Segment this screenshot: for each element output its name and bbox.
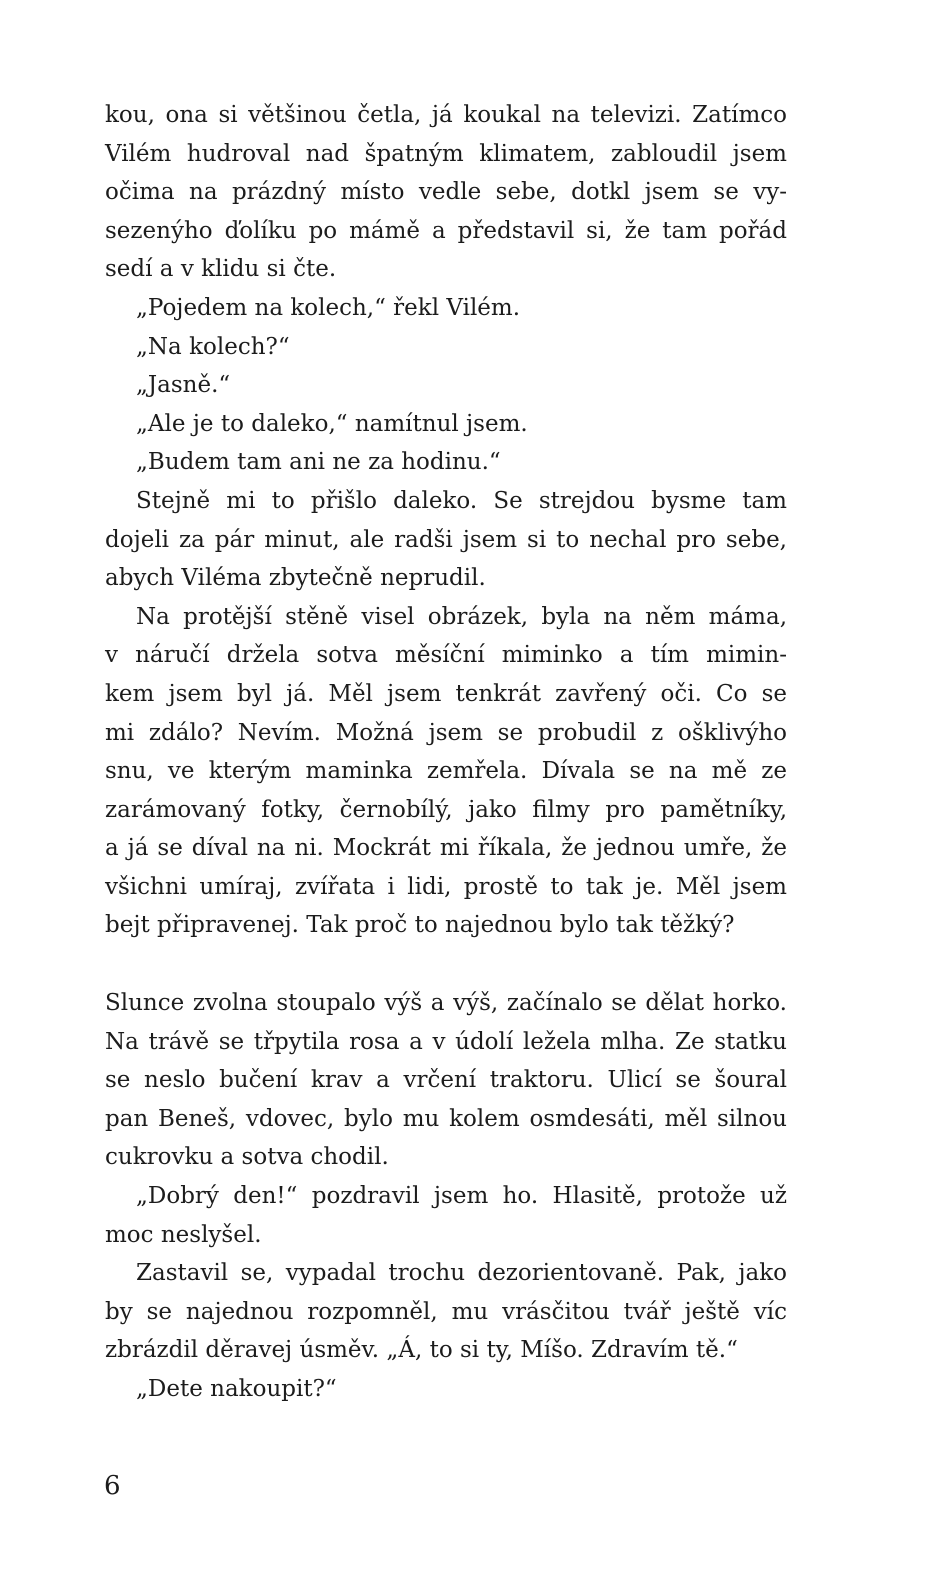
text-section-1 [105,96,787,945]
text-line: kou, ona si většinou četla, já koukal na televizi. Zatímco [105,102,787,128]
dialogue-line: „Jasně.“ [136,372,231,399]
text-line: Na trávě se třpytila rosa a v údolí ležela mlha. Ze statku [105,1028,787,1055]
text-line: se neslo bučení krav a vrčení traktoru. Ulicí se šoural [105,1067,787,1094]
dialogue-line: „Na kolech?“ [136,333,290,360]
dialogue-line: „Budem tam ani ne za hodinu.“ [136,449,501,476]
text-line: bejt připravenej. Tak proč to najednou bylo tak těžký? [105,912,735,939]
text-line: a já se díval na ni. Mockrát mi říkala, že jednou umře, že [105,835,787,862]
text-line: by se najednou rozpomněl, mu vrásčitou tvář ještě víc [105,1298,787,1325]
text-line: Slunce zvolna stoupalo výš a výš, začínalo se dělat horko. [105,990,787,1016]
page-number: 6 [104,1471,121,1501]
text-line: zarámovaný fotky, černobílý, jako filmy pro pamětníky, [105,796,787,823]
text-line: Vilém hudroval nad špatným klimatem, zabloudil jsem [105,140,787,167]
text-line: moc neslyšel. [105,1221,262,1248]
text-line: pan Beneš, vdovec, bylo mu kolem osmdesáti, měl silnou [105,1105,787,1132]
dialogue-line: „Pojedem na kolech,“ řekl Vilém. [136,294,521,321]
text-line: cukrovku a sotva chodil. [105,1144,389,1171]
dialogue-line: „Ale je to daleko,“ namítnul jsem. [136,410,528,437]
text-line: sezenýho ďolíku po mámě a představil si, že tam pořád [105,217,787,244]
text-line: dojeli za pár minut, ale radši jsem si to nechal pro sebe, [105,526,787,553]
text-line: Stejně mi to přišlo daleko. Se strejdou bysme tam [136,487,787,514]
text-line: Na protější stěně visel obrázek, byla na něm máma, [136,603,787,630]
text-line: všichni umíraj, zvířata i lidi, prostě to tak je. Měl jsem [105,873,787,900]
text-line: Zastavil se, vypadal trochu dezorientovaně. Pak, jako [136,1260,787,1287]
text-line: abych Viléma zbytečně neprudil. [105,565,486,592]
text-line: zbrázdil děravej úsměv. „Á, to si ty, Míšo. Zdravím tě.“ [105,1337,738,1364]
dialogue-line: „Dobrý den!“ pozdravil jsem ho. Hlasitě, protože už [136,1182,787,1209]
text-line: v náručí držela sotva měsíční miminko a tím mimin- [105,642,787,669]
text-section-2 [105,984,787,1409]
text-line: sedí a v klidu si čte. [105,256,337,283]
dialogue-line: „Dete nakoupit?“ [136,1375,337,1402]
text-line: kem jsem byl já. Měl jsem tenkrát zavřený oči. Co se [105,680,787,707]
text-line: očima na prázdný místo vedle sebe, dotkl jsem se vy- [105,179,787,206]
text-line: mi zdálo? Nevím. Možná jsem se probudil z ošklivýho [105,719,787,746]
text-line: snu, ve kterým maminka zemřela. Dívala se na mě ze [105,758,787,785]
